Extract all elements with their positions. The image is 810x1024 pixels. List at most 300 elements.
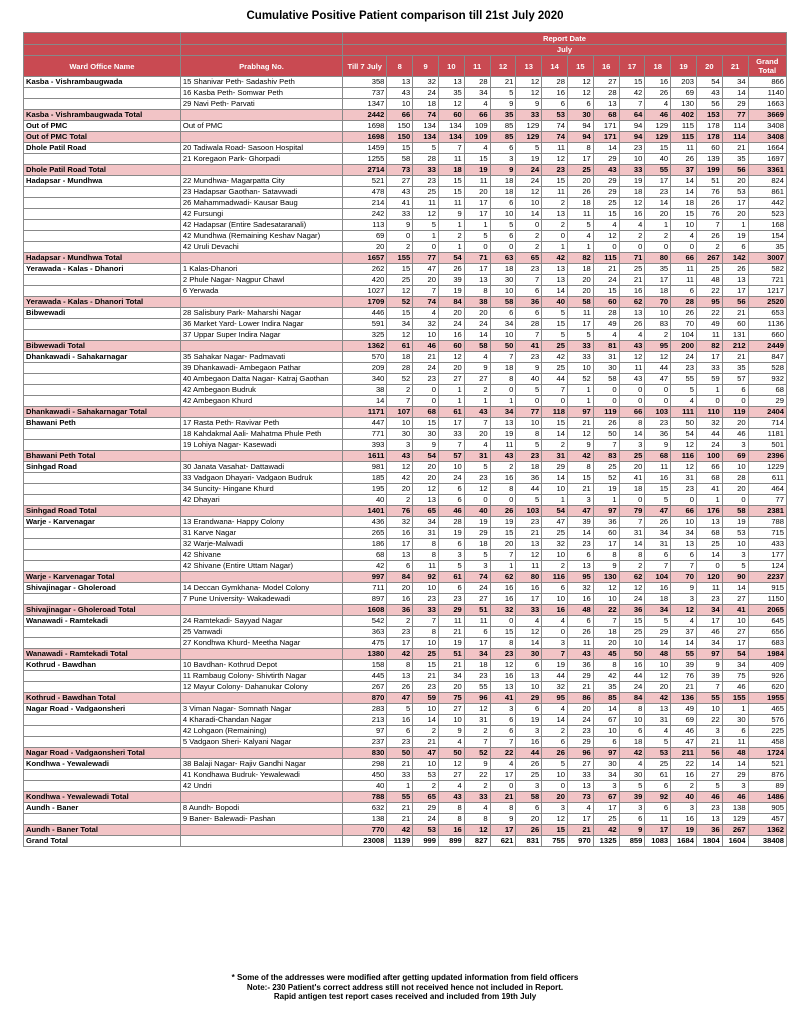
count-cell: 56 bbox=[722, 165, 748, 176]
count-cell: 25 bbox=[696, 539, 722, 550]
count-cell: 9 bbox=[696, 660, 722, 671]
ward-office-cell bbox=[24, 528, 181, 539]
count-cell: 1401 bbox=[343, 506, 387, 517]
count-cell: 1 bbox=[464, 396, 490, 407]
count-cell: 11 bbox=[413, 198, 439, 209]
table-row bbox=[24, 187, 787, 198]
day-header: 14 bbox=[542, 56, 568, 77]
count-cell: 26 bbox=[645, 88, 671, 99]
count-cell: 34 bbox=[387, 319, 413, 330]
count-cell: 29 bbox=[438, 605, 464, 616]
count-cell: 0 bbox=[542, 231, 568, 242]
ward-office-cell: Dhole Patil Road bbox=[24, 143, 181, 154]
count-cell: 70 bbox=[671, 319, 697, 330]
count-cell: 84 bbox=[387, 572, 413, 583]
ward-office-cell: Kasba - Vishrambaugwada bbox=[24, 77, 181, 88]
count-cell: 6 bbox=[542, 583, 568, 594]
count-cell: 10 bbox=[413, 638, 439, 649]
count-cell: 11 bbox=[413, 561, 439, 572]
count-cell: 6 bbox=[438, 484, 464, 495]
count-cell: 27 bbox=[722, 594, 748, 605]
count-cell: 11 bbox=[671, 264, 697, 275]
count-cell: 54 bbox=[413, 451, 439, 462]
count-cell: 915 bbox=[748, 583, 786, 594]
count-cell: 33 bbox=[413, 165, 439, 176]
count-cell: 68 bbox=[748, 385, 786, 396]
count-cell: 1181 bbox=[748, 429, 786, 440]
count-cell: 4 bbox=[671, 616, 697, 627]
ward-office-cell: Aundh - Baner bbox=[24, 803, 181, 814]
prabhag-cell: 42 Undri bbox=[180, 781, 342, 792]
count-cell: 29 bbox=[593, 154, 619, 165]
count-cell: 21 bbox=[387, 759, 413, 770]
count-cell: 3 bbox=[671, 803, 697, 814]
count-cell: 6 bbox=[387, 726, 413, 737]
count-cell: 1136 bbox=[748, 319, 786, 330]
prabhag-cell bbox=[180, 825, 342, 836]
ward-office-cell bbox=[24, 770, 181, 781]
count-cell: 9 bbox=[516, 99, 542, 110]
table-row bbox=[24, 715, 787, 726]
prabhag-cell bbox=[180, 605, 342, 616]
count-cell: 195 bbox=[343, 484, 387, 495]
count-cell: 13 bbox=[645, 704, 671, 715]
count-cell: 20 bbox=[490, 539, 516, 550]
ward-total-row bbox=[24, 605, 787, 616]
day-header: 20 bbox=[696, 56, 722, 77]
table-row bbox=[24, 264, 787, 275]
prabhag-cell: 15 Shanivar Peth- Sadashiv Peth bbox=[180, 77, 342, 88]
count-cell: 926 bbox=[748, 671, 786, 682]
count-cell: 771 bbox=[343, 429, 387, 440]
count-cell: 36 bbox=[516, 297, 542, 308]
count-cell: 1 bbox=[464, 220, 490, 231]
count-cell: 115 bbox=[593, 253, 619, 264]
count-cell: 85 bbox=[593, 693, 619, 704]
count-cell: 6 bbox=[593, 737, 619, 748]
count-cell: 129 bbox=[645, 121, 671, 132]
table-row bbox=[24, 363, 787, 374]
count-cell: 1 bbox=[645, 220, 671, 231]
count-cell: 29 bbox=[593, 187, 619, 198]
count-cell: 24 bbox=[413, 88, 439, 99]
count-cell: 4 bbox=[671, 396, 697, 407]
table-row bbox=[24, 484, 787, 495]
ward-office-cell: Yerawada - Kalas - Dhanori bbox=[24, 264, 181, 275]
count-cell: 17 bbox=[567, 814, 593, 825]
prabhag-cell: 39 Dhankawadi- Ambegaon Pathar bbox=[180, 363, 342, 374]
count-cell: 178 bbox=[696, 132, 722, 143]
count-cell: 92 bbox=[645, 792, 671, 803]
count-cell: 0 bbox=[490, 242, 516, 253]
count-cell: 14 bbox=[671, 638, 697, 649]
count-cell: 831 bbox=[516, 836, 542, 847]
count-cell: 48 bbox=[567, 605, 593, 616]
count-cell: 2 bbox=[542, 561, 568, 572]
count-cell: 200 bbox=[671, 341, 697, 352]
count-cell: 393 bbox=[343, 440, 387, 451]
count-cell: 19 bbox=[671, 825, 697, 836]
count-cell: 42 bbox=[593, 825, 619, 836]
prabhag-cell: 13 Erandwana- Happy Colony bbox=[180, 517, 342, 528]
count-cell: 24 bbox=[438, 473, 464, 484]
count-cell: 15 bbox=[619, 616, 645, 627]
count-cell: 12 bbox=[593, 583, 619, 594]
count-cell: 15 bbox=[542, 418, 568, 429]
count-cell: 6 bbox=[671, 286, 697, 297]
count-cell: 44 bbox=[516, 484, 542, 495]
count-cell: 33 bbox=[464, 792, 490, 803]
count-cell: 47 bbox=[645, 506, 671, 517]
count-cell: 33 bbox=[387, 770, 413, 781]
count-cell: 16 bbox=[438, 330, 464, 341]
count-cell: 10 bbox=[645, 660, 671, 671]
count-cell: 0 bbox=[722, 495, 748, 506]
count-cell: 409 bbox=[748, 660, 786, 671]
count-cell: 621 bbox=[490, 836, 516, 847]
count-cell: 6 bbox=[567, 616, 593, 627]
ward-office-cell bbox=[24, 627, 181, 638]
count-cell: 14 bbox=[696, 759, 722, 770]
table-row bbox=[24, 429, 787, 440]
day-header: 17 bbox=[619, 56, 645, 77]
count-cell: 46 bbox=[671, 726, 697, 737]
count-cell: 12 bbox=[619, 352, 645, 363]
count-cell: 34 bbox=[722, 77, 748, 88]
count-cell: 1697 bbox=[748, 154, 786, 165]
count-cell: 16 bbox=[387, 594, 413, 605]
count-cell: 1171 bbox=[343, 407, 387, 418]
count-cell: 5 bbox=[438, 561, 464, 572]
count-cell: 12 bbox=[464, 704, 490, 715]
count-cell: 11 bbox=[696, 583, 722, 594]
count-cell: 43 bbox=[387, 88, 413, 99]
count-cell: 9 bbox=[671, 583, 697, 594]
count-cell: 7 bbox=[645, 561, 671, 572]
count-cell: 17 bbox=[722, 286, 748, 297]
count-cell: 0 bbox=[619, 242, 645, 253]
prabhag-cell: 19 Lohiya Nagar- Kasewadi bbox=[180, 440, 342, 451]
count-cell: 96 bbox=[567, 748, 593, 759]
prabhag-cell: 42 Shivane (Entire Uttam Nagar) bbox=[180, 561, 342, 572]
count-cell: 29 bbox=[542, 462, 568, 473]
count-cell: 18 bbox=[490, 264, 516, 275]
count-cell: 2 bbox=[464, 781, 490, 792]
count-cell: 827 bbox=[464, 836, 490, 847]
ward-office-cell: Kasba - Vishrambaugwada Total bbox=[24, 110, 181, 121]
prabhag-cell: 17 Rasta Peth- Ravivar Peth bbox=[180, 418, 342, 429]
count-cell: 55 bbox=[645, 165, 671, 176]
count-cell: 4 bbox=[645, 726, 671, 737]
prabhag-cell: 21 Koregaon Park- Ghorpadi bbox=[180, 154, 342, 165]
count-cell: 10 bbox=[438, 462, 464, 473]
count-cell: 447 bbox=[343, 418, 387, 429]
count-cell: 29 bbox=[645, 627, 671, 638]
table-row bbox=[24, 671, 787, 682]
count-cell: 69 bbox=[343, 231, 387, 242]
count-cell: 30 bbox=[567, 110, 593, 121]
count-cell: 2442 bbox=[343, 110, 387, 121]
count-cell: 17 bbox=[464, 198, 490, 209]
count-cell: 770 bbox=[343, 825, 387, 836]
prabhag-cell bbox=[180, 836, 342, 847]
count-cell: 21 bbox=[490, 77, 516, 88]
count-cell: 138 bbox=[722, 803, 748, 814]
count-cell: 7 bbox=[464, 737, 490, 748]
count-cell: 10 bbox=[722, 539, 748, 550]
count-cell: 14 bbox=[516, 638, 542, 649]
ward-office-cell bbox=[24, 495, 181, 506]
count-cell: 5 bbox=[387, 704, 413, 715]
count-cell: 34 bbox=[413, 517, 439, 528]
count-cell: 26 bbox=[722, 264, 748, 275]
count-cell: 2 bbox=[542, 440, 568, 451]
prabhag-cell: 42 Hadapsar (Entire Sadesataranali) bbox=[180, 220, 342, 231]
count-cell: 24 bbox=[516, 165, 542, 176]
count-cell: 19 bbox=[516, 715, 542, 726]
count-cell: 25 bbox=[696, 264, 722, 275]
count-cell: 48 bbox=[645, 649, 671, 660]
count-cell: 12 bbox=[387, 330, 413, 341]
day-header: 9 bbox=[413, 56, 439, 77]
count-cell: 10 bbox=[516, 198, 542, 209]
table-row bbox=[24, 803, 787, 814]
count-cell: 53 bbox=[542, 110, 568, 121]
ward-office-cell: Warje - Karvenagar bbox=[24, 517, 181, 528]
count-cell: 15 bbox=[490, 627, 516, 638]
prabhag-cell: 9 Baner- Balewadi- Pashan bbox=[180, 814, 342, 825]
table-row bbox=[24, 528, 787, 539]
count-cell: 26 bbox=[567, 627, 593, 638]
count-cell: 46 bbox=[722, 682, 748, 693]
count-cell: 15 bbox=[438, 176, 464, 187]
count-cell: 46 bbox=[696, 627, 722, 638]
count-cell: 21 bbox=[593, 264, 619, 275]
count-cell: 58 bbox=[593, 374, 619, 385]
count-cell: 2 bbox=[438, 231, 464, 242]
count-cell: 109 bbox=[464, 121, 490, 132]
count-cell: 17 bbox=[696, 616, 722, 627]
prabhag-cell: 41 Kondhawa Budruk- Yewalewadi bbox=[180, 770, 342, 781]
count-cell: 899 bbox=[438, 836, 464, 847]
count-cell: 5 bbox=[619, 781, 645, 792]
count-cell: 54 bbox=[438, 253, 464, 264]
table-row bbox=[24, 374, 787, 385]
count-cell: 14 bbox=[593, 704, 619, 715]
count-cell: 26 bbox=[645, 517, 671, 528]
count-cell: 35 bbox=[722, 363, 748, 374]
count-cell: 0 bbox=[490, 385, 516, 396]
count-cell: 12 bbox=[567, 77, 593, 88]
count-cell: 118 bbox=[542, 407, 568, 418]
count-cell: 12 bbox=[671, 440, 697, 451]
ward-office-cell bbox=[24, 594, 181, 605]
count-cell: 21 bbox=[387, 814, 413, 825]
count-cell: 114 bbox=[722, 132, 748, 143]
count-cell: 130 bbox=[671, 99, 697, 110]
prabhag-cell: 23 Hadapsar Gaothan- Satavwadi bbox=[180, 187, 342, 198]
count-cell: 4 bbox=[464, 803, 490, 814]
count-cell: 16 bbox=[542, 605, 568, 616]
count-cell: 20 bbox=[645, 209, 671, 220]
count-cell: 591 bbox=[343, 319, 387, 330]
count-cell: 4 bbox=[516, 616, 542, 627]
day-header: 8 bbox=[387, 56, 413, 77]
count-cell: 17 bbox=[464, 209, 490, 220]
count-cell: 16 bbox=[645, 77, 671, 88]
count-cell: 22 bbox=[671, 759, 697, 770]
count-cell: 97 bbox=[343, 726, 387, 737]
count-cell: 16 bbox=[516, 737, 542, 748]
prabhag-cell bbox=[180, 297, 342, 308]
count-cell: 2 bbox=[387, 242, 413, 253]
table-row bbox=[24, 143, 787, 154]
count-cell: 44 bbox=[696, 429, 722, 440]
ward-total-row bbox=[24, 825, 787, 836]
count-cell: 20 bbox=[464, 308, 490, 319]
count-cell: 113 bbox=[343, 220, 387, 231]
count-cell: 8 bbox=[413, 539, 439, 550]
count-cell: 25 bbox=[619, 451, 645, 462]
count-cell: 7 bbox=[387, 396, 413, 407]
count-cell: 0 bbox=[542, 781, 568, 792]
count-cell: 16 bbox=[490, 594, 516, 605]
prabhag-cell: 10 Bavdhan- Kothrud Depot bbox=[180, 660, 342, 671]
count-cell: 5 bbox=[464, 550, 490, 561]
count-cell: 6 bbox=[645, 550, 671, 561]
count-cell: 15 bbox=[645, 143, 671, 154]
count-cell: 3361 bbox=[748, 165, 786, 176]
table-row bbox=[24, 88, 787, 99]
count-cell: 29 bbox=[464, 528, 490, 539]
count-cell: 150 bbox=[387, 132, 413, 143]
count-cell: 42 bbox=[567, 451, 593, 462]
count-cell: 82 bbox=[567, 253, 593, 264]
count-cell: 9 bbox=[413, 440, 439, 451]
count-cell: 27 bbox=[593, 77, 619, 88]
count-cell: 55 bbox=[671, 649, 697, 660]
count-cell: 32 bbox=[413, 319, 439, 330]
ward-office-cell: Bibwewadi Total bbox=[24, 341, 181, 352]
count-cell: 50 bbox=[671, 418, 697, 429]
day-header: 12 bbox=[490, 56, 516, 77]
count-cell: 47 bbox=[413, 748, 439, 759]
count-cell: 142 bbox=[722, 253, 748, 264]
count-cell: 23 bbox=[671, 363, 697, 374]
count-cell: 80 bbox=[516, 572, 542, 583]
ward-office-cell: Kondhwa - Yewalewadi Total bbox=[24, 792, 181, 803]
count-cell: 43 bbox=[593, 165, 619, 176]
count-cell: 9 bbox=[645, 440, 671, 451]
count-cell: 20 bbox=[438, 682, 464, 693]
count-cell: 27 bbox=[464, 594, 490, 605]
count-cell: 24 bbox=[464, 583, 490, 594]
count-cell: 28 bbox=[542, 77, 568, 88]
count-cell: 115 bbox=[671, 121, 697, 132]
count-cell: 45 bbox=[593, 649, 619, 660]
count-cell: 14 bbox=[516, 209, 542, 220]
count-cell: 298 bbox=[343, 759, 387, 770]
count-cell: 242 bbox=[343, 209, 387, 220]
count-cell: 9 bbox=[438, 209, 464, 220]
count-cell: 3669 bbox=[748, 110, 786, 121]
count-cell: 0 bbox=[645, 396, 671, 407]
count-cell: 31 bbox=[645, 539, 671, 550]
count-cell: 214 bbox=[343, 198, 387, 209]
count-cell: 136 bbox=[671, 693, 697, 704]
count-cell: 12 bbox=[593, 231, 619, 242]
prabhag-cell: 37 Uppar Super Indira Nagar bbox=[180, 330, 342, 341]
prabhag-cell: 3 Viman Nagar- Somnath Nagar bbox=[180, 704, 342, 715]
count-cell: 10 bbox=[542, 550, 568, 561]
count-cell: 5 bbox=[490, 220, 516, 231]
count-cell: 1611 bbox=[343, 451, 387, 462]
count-cell: 0 bbox=[645, 385, 671, 396]
ward-office-cell bbox=[24, 638, 181, 649]
count-cell: 66 bbox=[671, 253, 697, 264]
count-cell: 42 bbox=[542, 253, 568, 264]
count-cell: 8 bbox=[490, 803, 516, 814]
count-cell: 49 bbox=[593, 319, 619, 330]
count-cell: 5 bbox=[671, 385, 697, 396]
count-cell: 213 bbox=[343, 715, 387, 726]
count-cell: 1698 bbox=[343, 132, 387, 143]
count-cell: 18 bbox=[671, 198, 697, 209]
count-cell: 31 bbox=[645, 715, 671, 726]
count-cell: 6 bbox=[619, 814, 645, 825]
count-cell: 54 bbox=[542, 506, 568, 517]
count-cell: 13 bbox=[671, 539, 697, 550]
count-cell: 23 bbox=[696, 594, 722, 605]
count-cell: 29 bbox=[593, 176, 619, 187]
count-cell: 22 bbox=[696, 715, 722, 726]
count-cell: 82 bbox=[696, 341, 722, 352]
count-cell: 43 bbox=[387, 187, 413, 198]
count-cell: 81 bbox=[593, 341, 619, 352]
ward-office-cell: Bhawani Peth Total bbox=[24, 451, 181, 462]
count-cell: 16 bbox=[490, 671, 516, 682]
count-cell: 124 bbox=[748, 561, 786, 572]
count-cell: 27 bbox=[722, 627, 748, 638]
count-cell: 11 bbox=[671, 143, 697, 154]
count-cell: 2065 bbox=[748, 605, 786, 616]
prabhag-cell: 35 Sahakar Nagar- Padmavati bbox=[180, 352, 342, 363]
count-cell: 12 bbox=[438, 352, 464, 363]
table-row bbox=[24, 308, 787, 319]
count-cell: 12 bbox=[567, 88, 593, 99]
count-cell: 5 bbox=[722, 561, 748, 572]
count-cell: 6 bbox=[438, 539, 464, 550]
ward-office-cell bbox=[24, 209, 181, 220]
count-cell: 8 bbox=[490, 638, 516, 649]
count-cell: 9 bbox=[464, 363, 490, 374]
count-cell: 24 bbox=[413, 363, 439, 374]
count-cell: 6 bbox=[671, 550, 697, 561]
count-cell: 6 bbox=[567, 550, 593, 561]
prabhag-cell: 6 Yerwada bbox=[180, 286, 342, 297]
day-header: 21 bbox=[722, 56, 748, 77]
prabhag-cell: 42 Ambegaon Budruk bbox=[180, 385, 342, 396]
count-cell: 34 bbox=[645, 528, 671, 539]
count-cell: 31 bbox=[464, 715, 490, 726]
count-cell: 34 bbox=[696, 638, 722, 649]
count-cell: 30 bbox=[387, 429, 413, 440]
count-cell: 2 bbox=[516, 231, 542, 242]
count-cell: 1027 bbox=[343, 286, 387, 297]
ward-office-cell bbox=[24, 286, 181, 297]
count-cell: 12 bbox=[516, 550, 542, 561]
count-cell: 3 bbox=[722, 781, 748, 792]
